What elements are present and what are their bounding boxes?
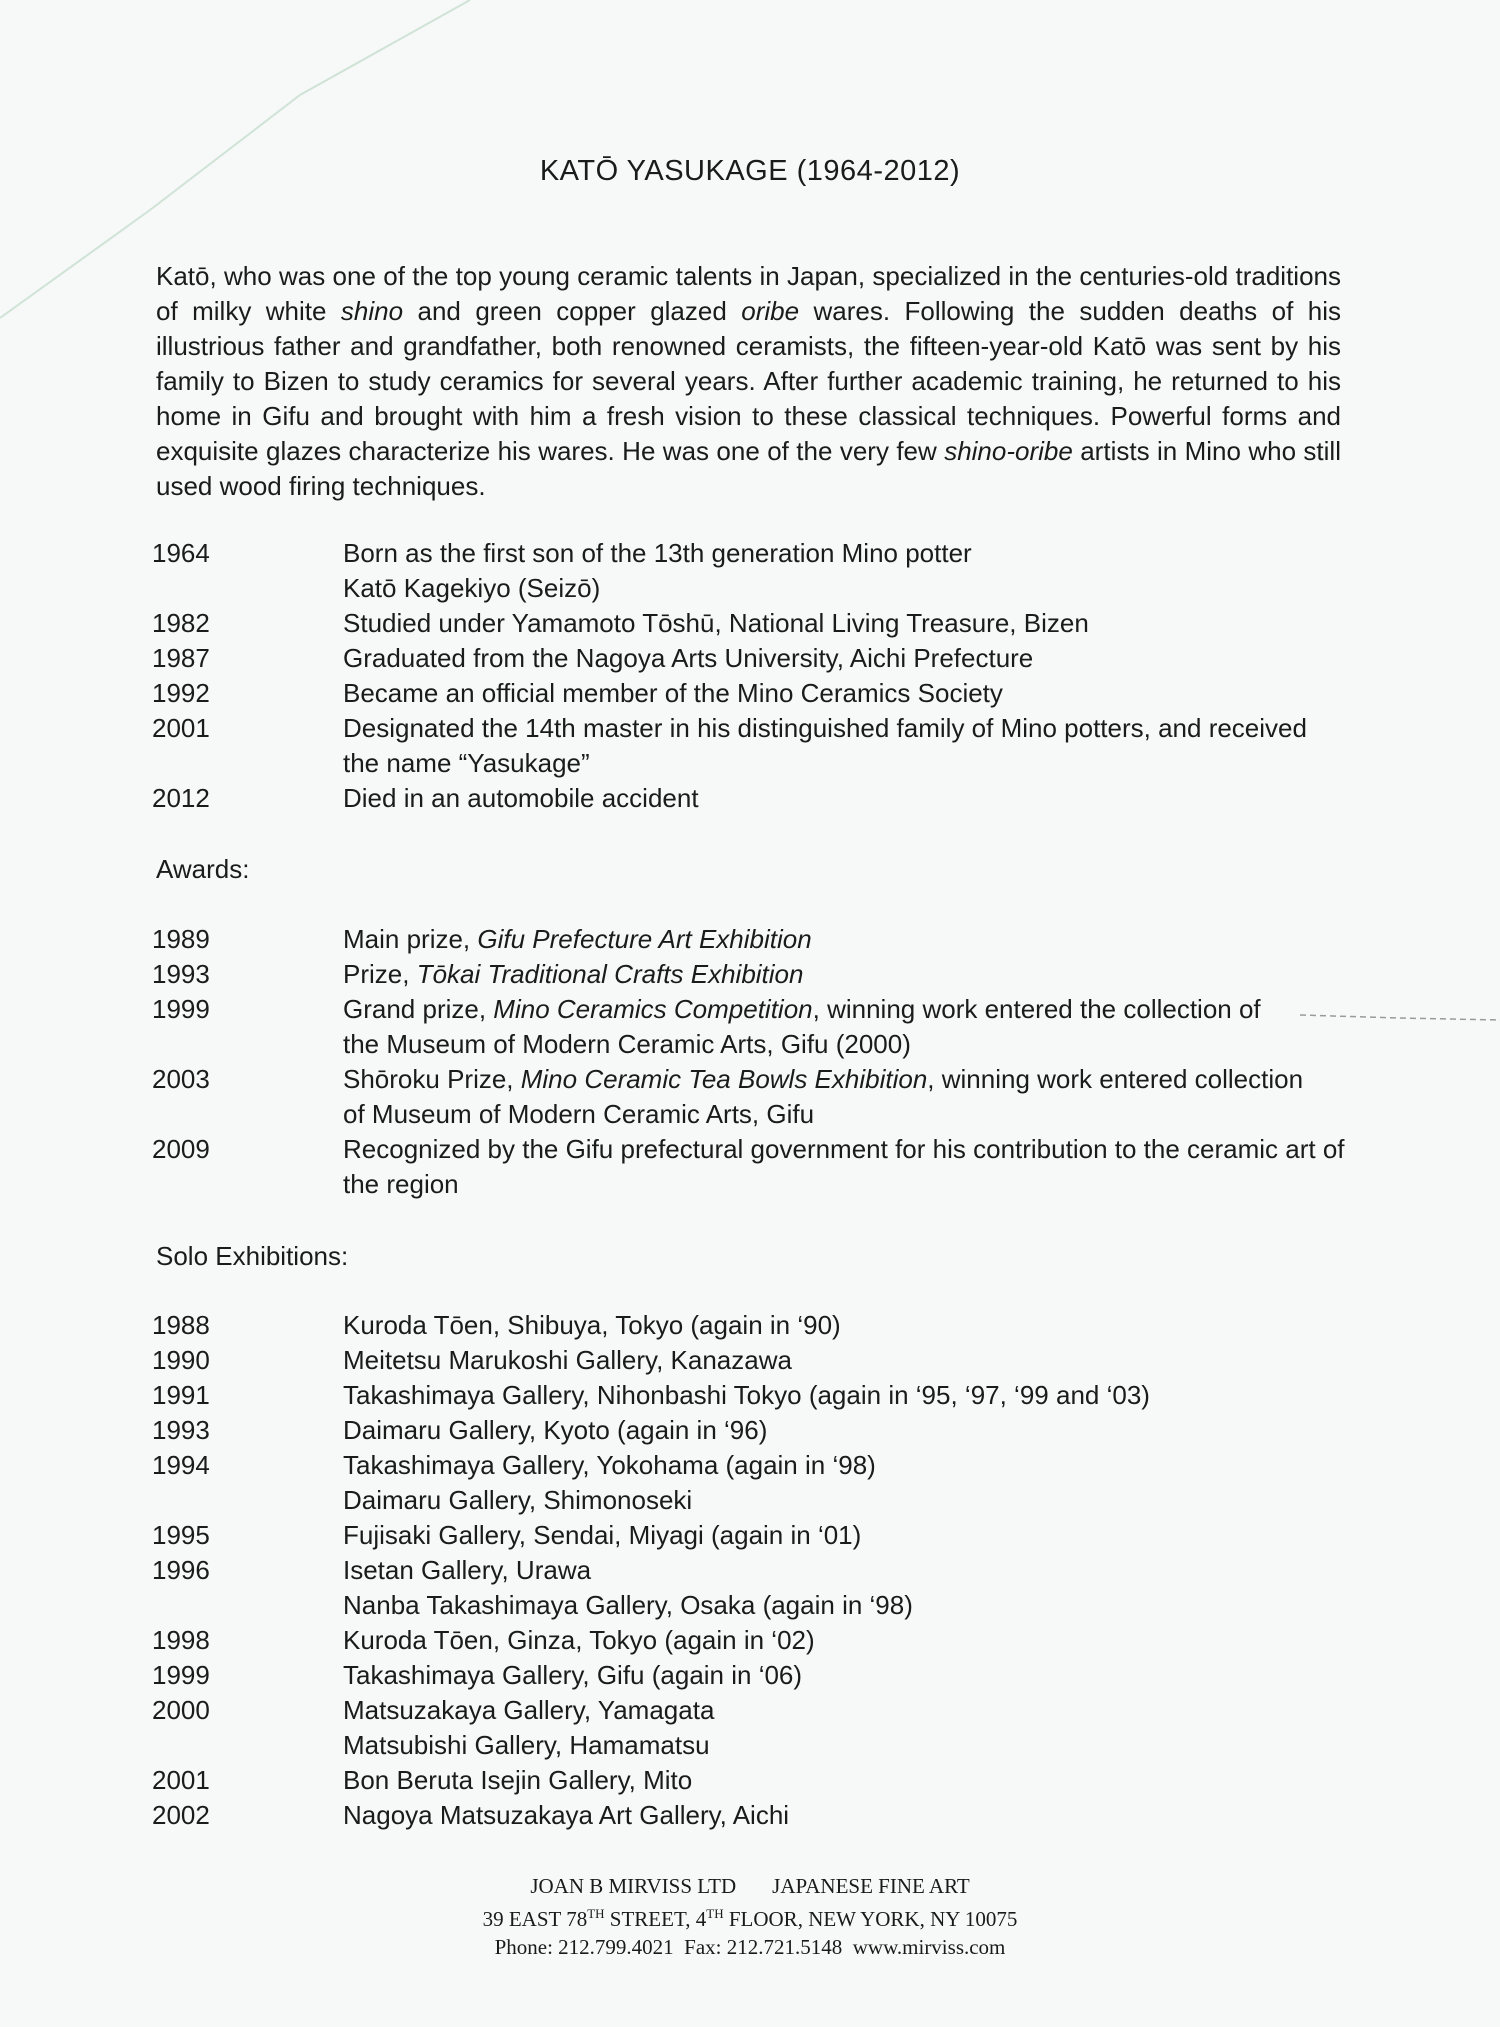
footer-address [0,1900,1500,1933]
entry-description: Died in an automobile accident [343,783,699,813]
solo-exhibition-entry [152,1448,1412,1483]
entry-year: 1998 [152,1625,210,1655]
fax-number: Fax: 212.721.5148 [684,1935,843,1959]
award-year [152,1097,343,1132]
award-entry [152,922,1412,957]
entry-year: 2012 [152,783,210,813]
entry-year: 1964 [152,538,210,568]
address-part: STREET, 4 [604,1907,707,1931]
address-part: 39 EAST 78 [482,1907,588,1931]
company-name: JOAN B MIRVISS LTD [530,1874,737,1898]
award-text: Recognized by the Gifu prefectural government for his contribution to the ceramic art of [343,1134,1345,1164]
entry-description: Matsuzakaya Gallery, Yamagata [343,1695,715,1725]
solo-exhibitions-list [152,1308,1412,1833]
entry-year: 1995 [152,1520,210,1550]
entry-description: Nagoya Matsuzakaya Art Gallery, Aichi [343,1800,790,1830]
entry-description: Matsubishi Gallery, Hamamatsu [343,1730,710,1760]
award-description [343,1097,1412,1132]
solo-exhibitions-heading: Solo Exhibitions: [156,1241,349,1271]
award-year [152,1167,343,1202]
award-text: Shōroku Prize, [343,1064,521,1094]
award-entry [152,1097,1412,1132]
intro-text-4: artists in Mino who still used wood firing techniques. [156,436,1341,501]
entry-year [152,1588,343,1623]
award-text: Main prize, [343,924,478,954]
entry-year: 1999 [152,1660,210,1690]
entry-year [152,1483,343,1518]
footer-contact [0,1933,1500,1961]
entry-description: Became an official member of the Mino Ceramics Society [343,678,1003,708]
entry-description: Studied under Yamamoto Tōshū, National Living Treasure, Bizen [343,608,1089,638]
letterhead-footer [0,1872,1500,1961]
address-part: FLOOR, NEW YORK, NY 10075 [723,1907,1018,1931]
award-description [343,1167,1412,1202]
entry-year: 2000 [152,1695,210,1725]
award-entry [152,992,1412,1027]
entry-year: 1994 [152,1450,210,1480]
entry-year: 1988 [152,1310,210,1340]
solo-exhibition-entry [152,1518,1412,1553]
intro-text-1: Katō, who was one of the top young ceramic talents in Japan, specialized in the centuries-old traditions of milky white [156,261,1341,326]
entry-year [152,1728,343,1763]
award-year: 2003 [152,1064,210,1094]
awards-heading: Awards: [156,854,250,884]
award-text-tail: , winning work entered collection [927,1064,1304,1094]
award-text: Grand prize, [343,994,494,1024]
award-description [343,1027,1412,1062]
intro-term-shino-oribe: shino-oribe [944,436,1073,466]
entry-description: Designated the 14th master in his distinguished family of Mino potters, and received [343,713,1307,743]
solo-exhibition-entry [152,1658,1412,1693]
entry-year: 2001 [152,1765,210,1795]
entry-year: 1990 [152,1345,210,1375]
solo-exhibition-entry [152,1483,1412,1518]
entry-year: 1991 [152,1380,210,1410]
entry-description: Takashimaya Gallery, Nihonbashi Tokyo (again in ‘95, ‘97, ‘99 and ‘03) [343,1380,1150,1410]
intro-text-2: and green copper glazed [403,296,742,326]
solo-exhibition-entry [152,1308,1412,1343]
biography-entry [152,676,1412,711]
award-year: 2009 [152,1134,210,1164]
biography-entry [152,606,1412,641]
address-sup: TH [587,1906,605,1921]
biography-entry [152,711,1412,746]
award-year: 1993 [152,959,210,989]
biography-entry [152,536,1412,571]
entry-year: 2002 [152,1800,210,1830]
entry-year: 1996 [152,1555,210,1585]
company-tagline: JAPANESE FINE ART [772,1874,970,1898]
entry-description: Born as the first son of the 13th generation Mino potter [343,538,972,568]
award-description [343,1062,1412,1097]
solo-exhibition-entry [152,1728,1412,1763]
award-exhibition-name: Mino Ceramics Competition [493,994,813,1024]
website-link[interactable]: www.mirviss.com [852,1935,1006,1959]
solo-exhibition-entry [152,1763,1412,1798]
awards-list [152,922,1412,1202]
entry-description: Isetan Gallery, Urawa [343,1555,592,1585]
award-text: the Museum of Modern Ceramic Arts, Gifu (2000) [343,1029,911,1059]
entry-description: Daimaru Gallery, Shimonoseki [343,1485,693,1515]
award-entry [152,1132,1412,1167]
solo-exhibition-entry [152,1413,1412,1448]
footer-line-1 [0,1872,1500,1900]
entry-description: Graduated from the Nagoya Arts University, Aichi Prefecture [343,643,1034,673]
biography-entry [152,571,1412,606]
phone-number: Phone: 212.799.4021 [494,1935,674,1959]
award-exhibition-name: Mino Ceramic Tea Bowls Exhibition [520,1064,928,1094]
biography-entry [152,746,1412,781]
award-description [343,1132,1412,1167]
award-year: 1989 [152,924,210,954]
award-exhibition-name: Tōkai Traditional Crafts Exhibition [416,959,804,989]
entry-year: 1987 [152,643,210,673]
intro-paragraph [156,259,1341,504]
award-year [152,1027,343,1062]
biography-entry [152,781,1412,816]
entry-description: Katō Kagekiyo (Seizō) [343,573,601,603]
award-text: Prize, [343,959,417,989]
solo-exhibition-entry [152,1553,1412,1588]
award-entry [152,1027,1412,1062]
award-entry [152,1167,1412,1202]
award-text: of Museum of Modern Ceramic Arts, Gifu [343,1099,815,1129]
entry-year: 2001 [152,713,210,743]
intro-term-shino: shino [340,296,404,326]
entry-description: Meitetsu Marukoshi Gallery, Kanazawa [343,1345,792,1375]
solo-exhibition-entry [152,1798,1412,1833]
solo-exhibition-entry [152,1623,1412,1658]
award-description [343,992,1412,1027]
biography-entry [152,641,1412,676]
entry-description: Kuroda Tōen, Ginza, Tokyo (again in ‘02) [343,1625,815,1655]
award-description [343,957,1412,992]
solo-exhibition-entry [152,1378,1412,1413]
page-title: KATŌ YASUKAGE (1964-2012) [539,155,961,187]
award-text: the region [343,1169,459,1199]
entry-year [152,571,343,606]
award-entry [152,957,1412,992]
entry-description: Bon Beruta Isejin Gallery, Mito [343,1765,693,1795]
intro-term-oribe: oribe [741,296,800,326]
entry-description: Nanba Takashimaya Gallery, Osaka (again in ‘98) [343,1590,913,1620]
entry-description: the name “Yasukage” [343,748,590,778]
entry-year: 1992 [152,678,210,708]
entry-description: Fujisaki Gallery, Sendai, Miyagi (again in ‘01) [343,1520,862,1550]
entry-year: 1982 [152,608,210,638]
biography-list [152,536,1412,816]
entry-description: Daimaru Gallery, Kyoto (again in ‘96) [343,1415,768,1445]
entry-description: Kuroda Tōen, Shibuya, Tokyo (again in ‘90) [343,1310,841,1340]
award-description [343,922,1412,957]
award-year: 1999 [152,994,210,1024]
solo-exhibition-entry [152,1588,1412,1623]
intro-text-3: wares. Following the sudden deaths of his illustrious father and grandfather, both renowned ceramists, the fifteen-year-old Katō was sent by his family to Bizen to study ceramics for several years. After further academic training, he returned to his home in Gifu and brought with him a fresh vision to these classical techniques. Powerful forms and exquisite glazes characterize his wares. He was one of the very few [156,296,1341,466]
address-sup: TH [706,1906,724,1921]
solo-exhibition-entry [152,1693,1412,1728]
award-text-tail: , winning work entered the collection of [812,994,1261,1024]
solo-exhibition-entry [152,1343,1412,1378]
award-entry [152,1062,1412,1097]
entry-description: Takashimaya Gallery, Yokohama (again in ‘98) [343,1450,876,1480]
award-exhibition-name: Gifu Prefecture Art Exhibition [477,924,812,954]
entry-year: 1993 [152,1415,210,1445]
entry-description: Takashimaya Gallery, Gifu (again in ‘06) [343,1660,803,1690]
entry-year [152,746,343,781]
